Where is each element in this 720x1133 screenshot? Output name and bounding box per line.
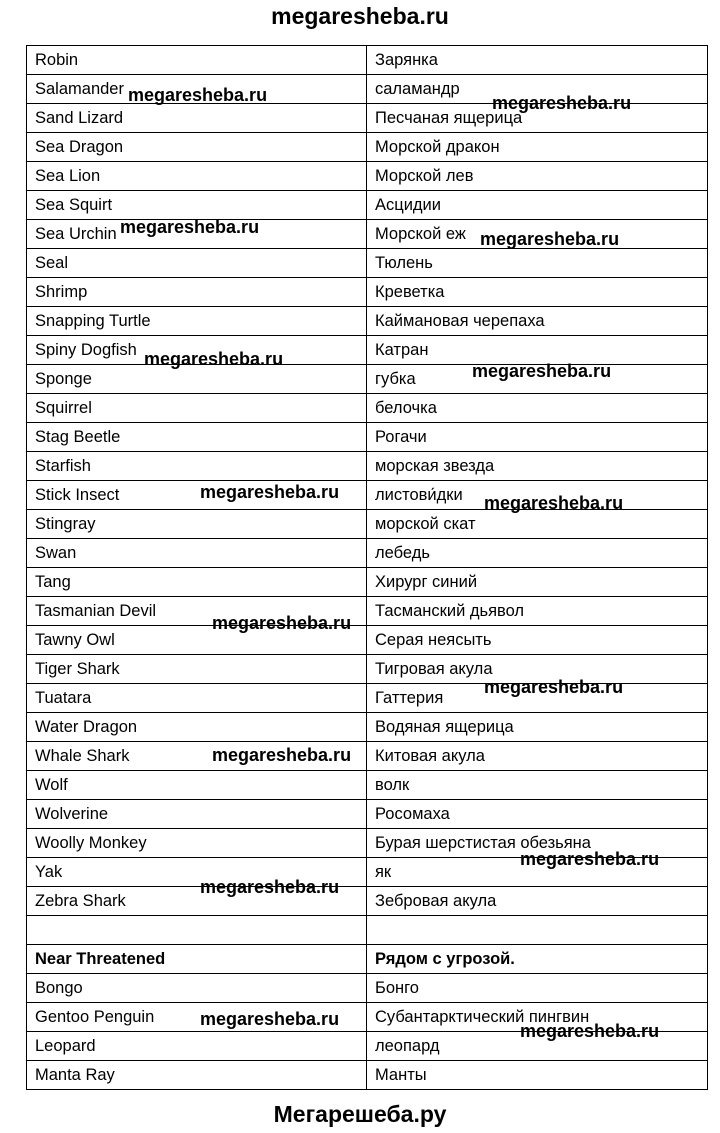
english-term-cell: Robin — [27, 46, 367, 75]
table-row — [27, 452, 708, 481]
english-term-cell: Leopard — [27, 1032, 367, 1061]
russian-translation-cell: Китовая акула — [367, 742, 708, 771]
english-term-cell: Salamander — [27, 75, 367, 104]
vocabulary-table-body — [27, 46, 708, 1090]
watermark: megaresheba.ru — [492, 93, 632, 113]
watermark: megaresheba.ru — [200, 877, 340, 897]
russian-translation-cell: Бурая шерстистая обезьяна — [367, 829, 708, 858]
english-term-cell: Sponge — [27, 365, 367, 394]
english-term-cell: Squirrel — [27, 394, 367, 423]
table-section-heading-row — [27, 945, 708, 974]
watermark: megaresheba.ru — [520, 1021, 660, 1041]
table-row — [27, 597, 708, 626]
russian-translation-cell: Бонго — [367, 974, 708, 1003]
page-header-site: megaresheba.ru — [271, 3, 449, 29]
table-row — [27, 800, 708, 829]
watermark: megaresheba.ru — [128, 85, 268, 105]
english-term-cell: Near Threatened — [27, 945, 367, 974]
table-row — [27, 307, 708, 336]
table-row — [27, 46, 708, 75]
english-term-cell: Spiny Dogfish — [27, 336, 367, 365]
russian-translation-cell: саламандр — [367, 75, 708, 104]
russian-translation-cell: Морской дракон — [367, 133, 708, 162]
russian-translation-cell: Рогачи — [367, 423, 708, 452]
russian-translation-cell: Субантарктический пингвин — [367, 1003, 708, 1032]
table-row — [27, 278, 708, 307]
watermark: megaresheba.ru — [484, 677, 624, 697]
table-row — [27, 191, 708, 220]
table-row — [27, 162, 708, 191]
english-term-cell: Sea Lion — [27, 162, 367, 191]
russian-translation-cell: леопард — [367, 1032, 708, 1061]
russian-translation-cell: Хирург синий — [367, 568, 708, 597]
russian-translation-cell: Тасманский дьявол — [367, 597, 708, 626]
english-term-cell: Sand Lizard — [27, 104, 367, 133]
russian-translation-cell: лебедь — [367, 539, 708, 568]
english-term-cell: Sea Urchin — [27, 220, 367, 249]
russian-translation-cell: як — [367, 858, 708, 887]
watermark: megaresheba.ru — [480, 229, 620, 249]
russian-translation-cell: Морской еж — [367, 220, 708, 249]
table-row — [27, 510, 708, 539]
english-term-cell: Tuatara — [27, 684, 367, 713]
russian-translation-cell: Росомаха — [367, 800, 708, 829]
table-row — [27, 133, 708, 162]
english-term-cell: Tiger Shark — [27, 655, 367, 684]
watermark: megaresheba.ru — [520, 849, 660, 869]
english-term-cell: Whale Shark — [27, 742, 367, 771]
russian-translation-cell — [367, 916, 708, 945]
russian-translation-cell: Рядом с угрозой. — [367, 945, 708, 974]
russian-translation-cell: Песчаная ящерица — [367, 104, 708, 133]
english-term-cell: Shrimp — [27, 278, 367, 307]
russian-translation-cell: Тюлень — [367, 249, 708, 278]
english-term-cell: Tawny Owl — [27, 626, 367, 655]
english-term-cell: Tasmanian Devil — [27, 597, 367, 626]
english-term-cell: Woolly Monkey — [27, 829, 367, 858]
english-term-cell: Stag Beetle — [27, 423, 367, 452]
russian-translation-cell: Гаттерия — [367, 684, 708, 713]
watermark: megaresheba.ru — [144, 349, 284, 369]
english-term-cell: Manta Ray — [27, 1061, 367, 1090]
english-term-cell: Gentoo Penguin — [27, 1003, 367, 1032]
english-term-cell: Wolverine — [27, 800, 367, 829]
english-term-cell: Zebra Shark — [27, 887, 367, 916]
table-row — [27, 249, 708, 278]
russian-translation-cell: Асцидии — [367, 191, 708, 220]
english-term-cell: Water Dragon — [27, 713, 367, 742]
table-row — [27, 539, 708, 568]
russian-translation-cell: Тигровая акула — [367, 655, 708, 684]
vocabulary-table — [26, 45, 708, 1090]
english-term-cell: Bongo — [27, 974, 367, 1003]
english-term-cell: Wolf — [27, 771, 367, 800]
russian-translation-cell: белочка — [367, 394, 708, 423]
russian-translation-cell: волк — [367, 771, 708, 800]
russian-translation-cell: листови́дки — [367, 481, 708, 510]
russian-translation-cell: морская звезда — [367, 452, 708, 481]
russian-translation-cell: губка — [367, 365, 708, 394]
russian-translation-cell: Манты — [367, 1061, 708, 1090]
russian-translation-cell: Серая неясыть — [367, 626, 708, 655]
russian-translation-cell: Зарянка — [367, 46, 708, 75]
russian-translation-cell: Морской лев — [367, 162, 708, 191]
watermark: megaresheba.ru — [472, 361, 612, 381]
table-row — [27, 742, 708, 771]
russian-translation-cell: Каймановая черепаха — [367, 307, 708, 336]
russian-translation-cell: Креветка — [367, 278, 708, 307]
english-term-cell: Yak — [27, 858, 367, 887]
table-row — [27, 1061, 708, 1090]
watermark: megaresheba.ru — [484, 493, 624, 513]
russian-translation-cell: Зебровая акула — [367, 887, 708, 916]
table-row — [27, 974, 708, 1003]
table-row — [27, 887, 708, 916]
english-term-cell: Swan — [27, 539, 367, 568]
watermark: megaresheba.ru — [120, 217, 260, 237]
table-row — [27, 626, 708, 655]
table-row — [27, 771, 708, 800]
english-term-cell: Seal — [27, 249, 367, 278]
english-term-cell: Stingray — [27, 510, 367, 539]
table-spacer-row — [27, 916, 708, 945]
english-term-cell: Sea Squirt — [27, 191, 367, 220]
watermark: megaresheba.ru — [212, 745, 352, 765]
table-row — [27, 394, 708, 423]
english-term-cell — [27, 916, 367, 945]
english-term-cell: Stick Insect — [27, 481, 367, 510]
russian-translation-cell: Водяная ящерица — [367, 713, 708, 742]
english-term-cell: Sea Dragon — [27, 133, 367, 162]
watermark: megaresheba.ru — [200, 1009, 340, 1029]
table-row — [27, 568, 708, 597]
watermark: megaresheba.ru — [200, 482, 340, 502]
english-term-cell: Tang — [27, 568, 367, 597]
watermark: megaresheba.ru — [212, 613, 352, 633]
english-term-cell: Snapping Turtle — [27, 307, 367, 336]
table-row — [27, 423, 708, 452]
page-footer-site: Мегарешеба.ру — [273, 1101, 447, 1127]
russian-translation-cell: Катран — [367, 336, 708, 365]
table-row — [27, 713, 708, 742]
russian-translation-cell: морской скат — [367, 510, 708, 539]
english-term-cell: Starfish — [27, 452, 367, 481]
